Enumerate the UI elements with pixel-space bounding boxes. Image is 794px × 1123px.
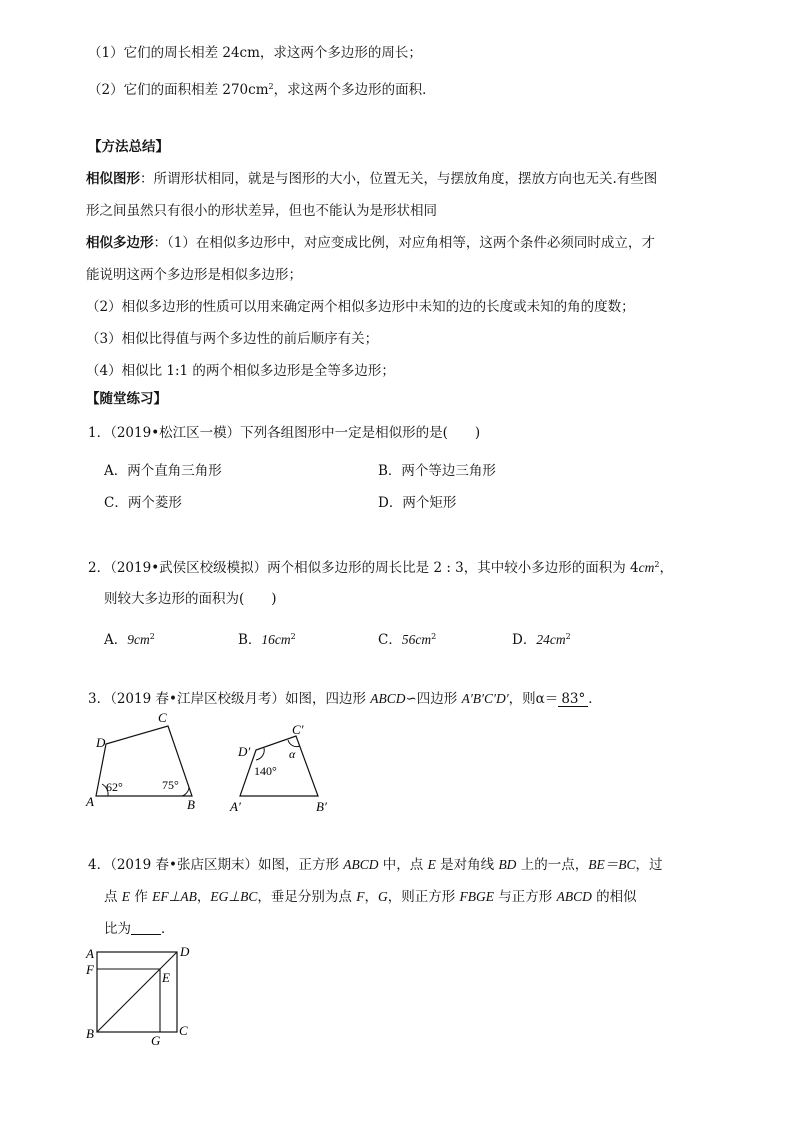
- q2-a-val: 9: [127, 632, 134, 647]
- q2-stem-end: ，: [659, 560, 673, 576]
- q4-s2-mid4: 与正方形: [494, 889, 557, 905]
- summary-sim-poly-2: 能说明这两个多边形是相似多边形；: [86, 267, 302, 283]
- q3-stem: [88, 690, 602, 708]
- q4-s2-end: 的相似: [591, 889, 637, 905]
- summary-heading: 【方法总结】: [88, 139, 169, 155]
- q4-stem-1: [88, 856, 662, 874]
- q4-s1-pre: 4．（2019 春•张店区期末）如图，正方形: [88, 857, 344, 873]
- q2-option-b: [238, 628, 296, 649]
- q1-option-d: D．两个矩形: [378, 495, 457, 511]
- q2-d-val: 24: [536, 632, 550, 647]
- fig3-label-d2: D′: [238, 744, 251, 759]
- q4-s2-e: E: [121, 889, 131, 904]
- q2-stem-unit: cm: [638, 560, 655, 575]
- q2-c-label: C．: [378, 632, 402, 648]
- q2-option-d: [512, 628, 571, 649]
- q4-s2-ef: EF⊥AB: [152, 889, 197, 904]
- q4-figure: [80, 942, 200, 1048]
- fig4-label-f: F: [86, 962, 94, 977]
- q2-b-label: B．: [238, 632, 262, 648]
- sim-poly-text1: ：（1）在相似多边形中，对应变成比例，对应角相等，这两个条件必须同时成立，才: [153, 235, 655, 251]
- q4-s3-end: ．: [161, 921, 175, 937]
- q4-s2-sq: ABCD: [556, 889, 592, 904]
- q4-s3-text: 比为: [104, 921, 131, 937]
- q2-b-sup: 2: [290, 632, 296, 641]
- diagonal-bd: [97, 952, 177, 1032]
- q4-s1-end: ，过: [635, 857, 663, 873]
- q4-s1-bd: BD: [498, 857, 517, 872]
- fig3-angle-d2: 140°: [254, 764, 277, 778]
- q1-option-c: C．两个菱形: [104, 495, 182, 511]
- q2-stem: [88, 556, 673, 577]
- q2-stem-sup: 2: [654, 560, 660, 569]
- intro-q2-post: ，求这两个多边形的面积．: [273, 82, 436, 98]
- q2-stem-text: 2．（2019•武侯区校级模拟）两个相似多边形的周长比是 2 : 3，其中较小多边形的面积为 4: [88, 560, 639, 576]
- practice-heading: 【随堂练习】: [86, 391, 167, 407]
- q2-option-a: [104, 628, 155, 649]
- fig4-label-c: C: [179, 1023, 188, 1038]
- q3-stem-end: ．: [588, 691, 602, 707]
- q4-s2-f: F: [356, 889, 365, 904]
- q3-figure: [80, 708, 350, 820]
- fig3-label-c: C: [158, 710, 167, 725]
- summary-p4: （4）相似比 1:1 的两个相似多边形是全等多边形；: [86, 363, 395, 379]
- q4-s1-e: E: [427, 857, 436, 872]
- fig4-label-g: G: [151, 1033, 161, 1048]
- fig3-alpha: α: [289, 747, 296, 761]
- q3-quad1: ABCD: [370, 691, 406, 706]
- fig3-angle-b: 75°: [162, 778, 179, 792]
- q2-option-c: [378, 628, 436, 649]
- q4-s2-mid3: ，则正方形: [387, 889, 460, 905]
- q1-option-b: B．两个等边三角形: [378, 463, 496, 479]
- fig4-label-a: A: [86, 946, 94, 961]
- q2-b-val: 16: [261, 632, 275, 647]
- q4-stem-3: [104, 920, 175, 938]
- q4-s2-pre: 点: [104, 889, 122, 905]
- q3-sim: ∽四边形: [405, 691, 462, 707]
- q4-s1-mid: 中，点: [378, 857, 428, 873]
- q2-a-sup: 2: [149, 632, 155, 641]
- q2-d-sup: 2: [565, 632, 571, 641]
- q2-c-sup: 2: [431, 632, 437, 641]
- q2-b-unit: cm: [274, 632, 291, 647]
- intro-q2-sup: 2: [268, 82, 274, 91]
- fig3-label-c2: C′: [292, 722, 304, 737]
- q4-s2-fbge: FBGE: [459, 889, 494, 904]
- q1-option-a: A．两个直角三角形: [104, 463, 222, 479]
- fig3-angle-a: 62°: [106, 780, 123, 794]
- fig4-label-e: E: [162, 970, 170, 985]
- q2-a-unit: cm: [134, 632, 150, 647]
- intro-q2: [88, 78, 436, 99]
- q4-stem-2: [104, 888, 637, 906]
- quad-a2b2c2d2: [240, 736, 318, 796]
- intro-q1: （1）它们的周长相差 24cm，求这两个多边形的周长；: [88, 45, 422, 61]
- q2-c-unit: cm: [415, 632, 432, 647]
- q3-stem-pre: 3．（2019 春•江岸区校级月考）如图，四边形: [88, 691, 371, 707]
- q4-s2-eg: EG⊥BC: [210, 889, 258, 904]
- fig3-label-b2: B′: [316, 799, 327, 814]
- sim-poly-label: 相似多边形: [86, 235, 154, 251]
- fig3-label-a2: A′: [230, 799, 241, 814]
- q4-s2-comma: ，: [364, 889, 378, 905]
- q2-stem-2: 则较大多边形的面积为( ): [104, 591, 277, 607]
- q4-s2-g: G: [377, 889, 388, 904]
- q4-s1-cond: BE＝BC: [588, 857, 636, 872]
- summary-p3: （3）相似比得值与两个多边性的前后顺序有关；: [86, 331, 379, 347]
- q2-a-label: A．: [104, 632, 128, 648]
- summary-p2: （2）相似多边形的性质可以用来确定两个相似多边形中未知的边的长度或未知的角的度数；: [86, 299, 635, 315]
- q2-d-label: D．: [512, 632, 537, 648]
- summary-sim-fig: [86, 170, 657, 188]
- summary-sim-fig-2: 形之间虽然只有很小的形状差异，但也不能认为是形状相同: [86, 203, 437, 219]
- sim-fig-label: 相似图形: [86, 171, 140, 187]
- fig3-label-b: B: [187, 797, 195, 812]
- fig4-label-b: B: [86, 1026, 94, 1041]
- fig3-label-a: A: [86, 794, 94, 809]
- q4-answer-blank: [131, 922, 161, 935]
- q3-stem-mid: ，则α＝: [508, 691, 559, 707]
- fig4-label-d: D: [180, 944, 190, 959]
- q4-s2-sep: ，: [196, 889, 211, 905]
- q4-s1-mid2: 是对角线: [435, 857, 499, 873]
- q2-c-val: 56: [401, 632, 416, 647]
- q3-answer-blank: 83°: [558, 692, 588, 707]
- q3-quad2: A′B′C′D′: [461, 691, 509, 706]
- q4-s1-sq: ABCD: [343, 857, 379, 872]
- intro-q2-pre: （2）它们的面积相差 270cm: [88, 82, 269, 98]
- summary-sim-poly: [86, 234, 655, 252]
- q1-stem: 1．（2019•松江区一模）下列各组图形中一定是相似形的是( ): [88, 425, 481, 441]
- angle-b-arc: [182, 787, 189, 796]
- q4-s1-mid3: 上的一点，: [516, 857, 589, 873]
- q4-s2-mid: 作: [130, 889, 153, 905]
- q2-d-unit: cm: [549, 632, 566, 647]
- sim-fig-text1: ：所谓形状相同，就是与图形的大小，位置无关，与摆放角度，摆放方向也无关.有些图: [140, 171, 658, 187]
- fig3-label-d: D: [96, 735, 106, 750]
- q4-s2-mid2: ，垂足分别为点: [257, 889, 357, 905]
